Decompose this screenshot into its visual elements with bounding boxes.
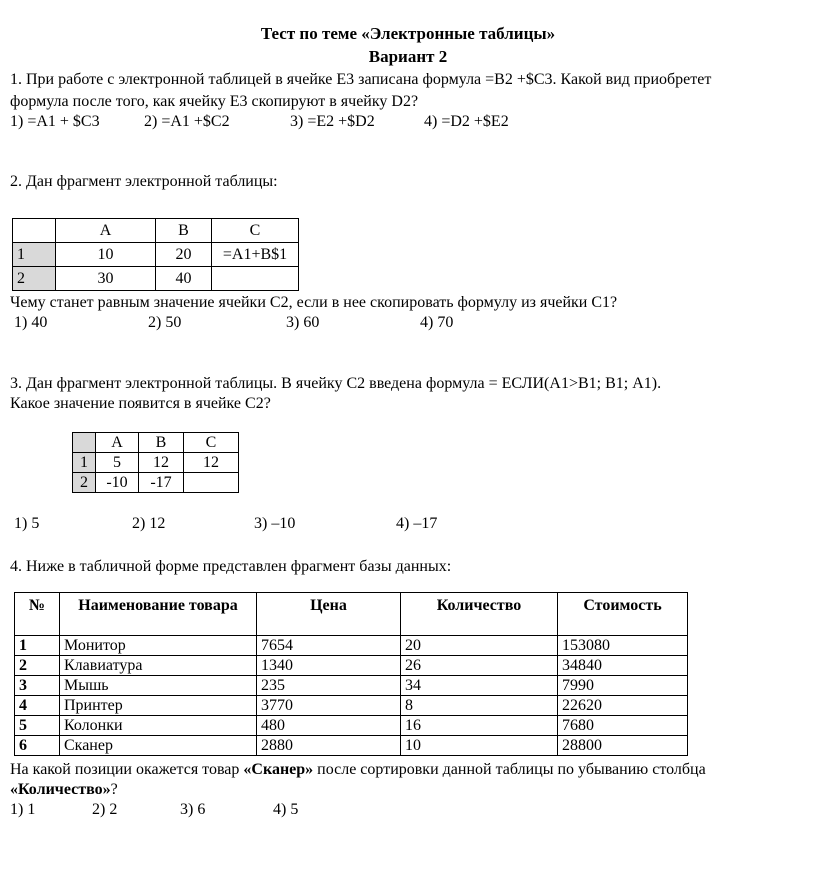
column-header: Наименование товара (60, 593, 257, 636)
q4-question-part3: ? (110, 781, 118, 798)
table-cell: 34840 (558, 656, 688, 676)
table-cell: 3 (15, 676, 60, 696)
q1-option: 4) =D2 +$E2 (424, 113, 509, 130)
table-cell: Клавиатура (60, 656, 257, 676)
q1-option: 2) =A1 +$C2 (144, 113, 230, 130)
column-header: A (56, 219, 156, 243)
row-header: 2 (13, 267, 56, 291)
table-cell: 7654 (257, 636, 401, 656)
table-cell: 10 (56, 243, 156, 267)
table-corner-cell (73, 433, 96, 453)
q1-text-line2: формула после того, как ячейку E3 скопируют в ячейку D2? (10, 93, 419, 110)
table-cell: 20 (401, 636, 558, 656)
q1-option: 1) =A1 + $C3 (10, 113, 100, 130)
table-cell: Монитор (60, 636, 257, 656)
column-header: B (139, 433, 184, 453)
table-cell: 10 (401, 736, 558, 756)
table-cell: 235 (257, 676, 401, 696)
row-header: 2 (73, 473, 96, 493)
q4-database-table (14, 592, 688, 756)
table-cell: 34 (401, 676, 558, 696)
q3-text-line2: Какое значение появится в ячейке С2? (10, 395, 271, 412)
table-cell: 6 (15, 736, 60, 756)
table-cell: 3770 (257, 696, 401, 716)
q1-option: 3) =E2 +$D2 (290, 113, 375, 130)
table-row (15, 696, 688, 716)
table-cell: 1340 (257, 656, 401, 676)
q3-text-line1: 3. Дан фрагмент электронной таблицы. В ячейку С2 введена формула = ЕСЛИ(А1>B1; B1; А1). (10, 375, 662, 392)
table-cell: 16 (401, 716, 558, 736)
table-header-row (13, 219, 299, 243)
q2-spreadsheet-table (12, 218, 299, 291)
q4-option: 2) 2 (92, 801, 118, 818)
column-header: Количество (401, 593, 558, 636)
q3-options (14, 515, 437, 533)
table-row (15, 736, 688, 756)
table-cell: 7990 (558, 676, 688, 696)
table-cell: Колонки (60, 716, 257, 736)
table-row (13, 243, 299, 267)
table-cell: 30 (56, 267, 156, 291)
table-cell: 8 (401, 696, 558, 716)
q4-question-line2 (10, 781, 118, 799)
table-cell: 26 (401, 656, 558, 676)
q3-option: 1) 5 (14, 515, 40, 532)
table-row (13, 267, 299, 291)
table-cell: 1 (15, 636, 60, 656)
q2-text: 2. Дан фрагмент электронной таблицы: (10, 173, 278, 190)
q4-options (10, 801, 298, 819)
table-row (15, 656, 688, 676)
q4-text: 4. Ниже в табличной форме представлен фрагмент базы данных: (10, 558, 452, 575)
page-title: Тест по теме «Электронные таблицы» (260, 24, 556, 43)
table-cell: Мышь (60, 676, 257, 696)
q2-option: 3) 60 (286, 314, 320, 331)
q3-option: 3) –10 (254, 515, 296, 532)
table-cell: -10 (96, 473, 139, 493)
q4-question-bold1: «Сканер» (243, 761, 314, 778)
q4-option: 4) 5 (273, 801, 299, 818)
q3-option: 4) –17 (396, 515, 438, 532)
column-header: A (96, 433, 139, 453)
table-cell: 5 (96, 453, 139, 473)
q4-question-part2: после сортировки данной таблицы по убыванию столбца (313, 761, 706, 778)
q3-spreadsheet-table (72, 432, 239, 493)
q2-option: 1) 40 (14, 314, 48, 331)
q1-text-line1: 1. При работе с электронной таблицей в ячейке E3 записана формула =B2 +$C3. Какой вид приобретет (10, 71, 712, 88)
column-header: C (212, 219, 299, 243)
table-header-row (15, 593, 688, 636)
table-cell: 153080 (558, 636, 688, 656)
table-header-row (73, 433, 239, 453)
q1-options (10, 113, 509, 131)
table-cell: 28800 (558, 736, 688, 756)
q2-option: 4) 70 (420, 314, 454, 331)
q2-option: 2) 50 (148, 314, 182, 331)
column-header: Цена (257, 593, 401, 636)
q4-option: 1) 1 (10, 801, 36, 818)
table-corner-cell (13, 219, 56, 243)
column-header: C (184, 433, 239, 453)
table-cell: 2880 (257, 736, 401, 756)
table-cell (212, 267, 299, 291)
q4-option: 3) 6 (180, 801, 206, 818)
table-cell: 20 (156, 243, 212, 267)
table-row (15, 636, 688, 656)
q4-question-part1: На какой позиции окажется товар (10, 761, 244, 778)
table-cell: 480 (257, 716, 401, 736)
table-cell: 5 (15, 716, 60, 736)
q2-question: Чему станет равным значение ячейки C2, если в нее скопировать формулу из ячейки C1? (10, 294, 618, 311)
table-cell: 2 (15, 656, 60, 676)
variant-title: Вариант 2 (368, 47, 448, 66)
table-cell: 7680 (558, 716, 688, 736)
q2-options (14, 314, 453, 332)
column-header: Стоимость (558, 593, 688, 636)
row-header: 1 (73, 453, 96, 473)
q4-question-bold2: «Количество» (10, 781, 111, 798)
column-header: № (15, 593, 60, 636)
table-cell: Сканер (60, 736, 257, 756)
table-row (15, 716, 688, 736)
table-row (73, 473, 239, 493)
table-cell: 40 (156, 267, 212, 291)
table-row (15, 676, 688, 696)
table-cell: 22620 (558, 696, 688, 716)
row-header: 1 (13, 243, 56, 267)
table-cell: Принтер (60, 696, 257, 716)
table-row (73, 453, 239, 473)
q4-question-line1 (10, 761, 706, 779)
table-cell: =A1+B$1 (212, 243, 299, 267)
table-cell (184, 473, 239, 493)
table-cell: 12 (139, 453, 184, 473)
table-cell: 12 (184, 453, 239, 473)
table-cell: -17 (139, 473, 184, 493)
table-cell: 4 (15, 696, 60, 716)
column-header: B (156, 219, 212, 243)
q3-option: 2) 12 (132, 515, 166, 532)
